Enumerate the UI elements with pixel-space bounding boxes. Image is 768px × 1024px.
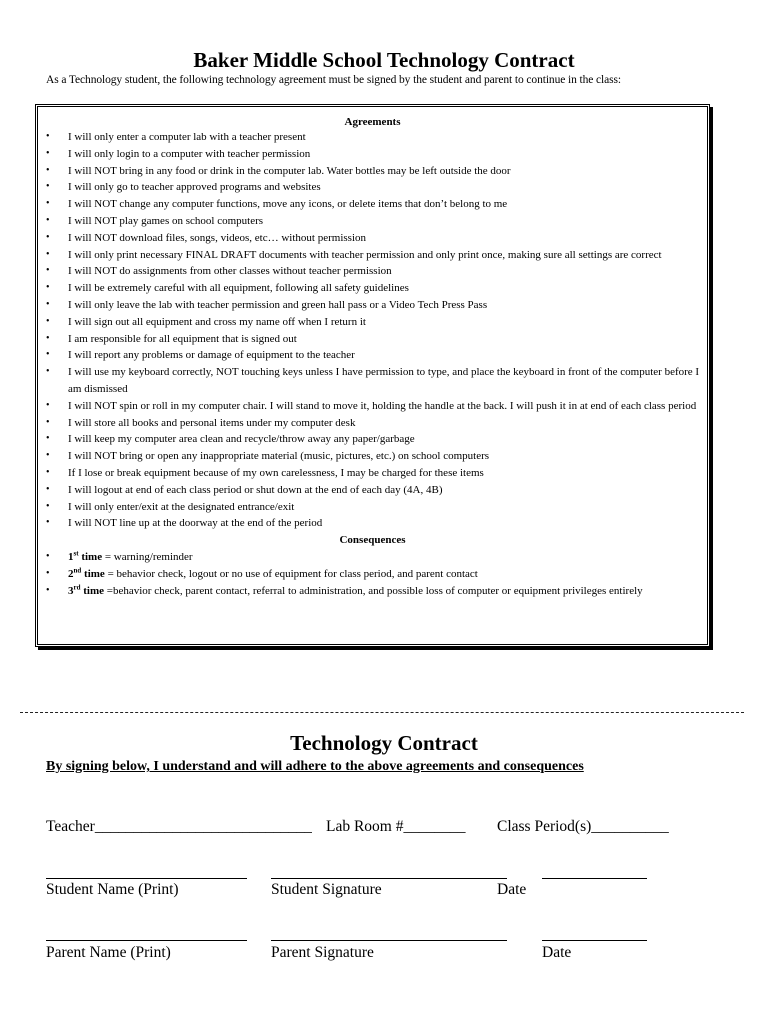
agreement-text: I will only login to a computer with teacher permission xyxy=(68,147,311,160)
agreement-item xyxy=(38,263,707,280)
agreement-text: I will NOT bring or open any inappropriate material (music, pictures, etc.) on school computers xyxy=(68,450,490,463)
agreement-item xyxy=(38,415,707,432)
agreement-text: I will NOT change any computer functions, move any icons, or delete items that don’t belong to me xyxy=(68,198,508,211)
bullet-icon: • xyxy=(46,282,50,294)
consequence-item xyxy=(38,549,707,566)
consequence-ordinal: st xyxy=(73,549,79,558)
bullet-icon: • xyxy=(46,399,50,411)
bullet-icon: • xyxy=(46,131,50,142)
bullet-icon: • xyxy=(46,433,50,445)
consequence-ordinal: nd xyxy=(73,566,82,575)
bullet-icon: • xyxy=(46,298,50,310)
consequence-label: time xyxy=(84,567,105,580)
bullet-icon: • xyxy=(46,231,50,243)
bullet-icon: • xyxy=(46,349,50,361)
agreement-item xyxy=(38,331,707,348)
agreement-text: If I lose or break equipment because of my own carelessness, I may be charged for these items xyxy=(68,466,484,479)
agreement-item xyxy=(38,398,707,415)
agreement-item xyxy=(38,213,707,230)
agreement-text: I will use my keyboard correctly, NOT touching keys unless I have permission to type, and place the keyboard in front of the computer before I am dismissed xyxy=(68,366,700,395)
student-name-label: Student Name (Print) xyxy=(46,881,179,898)
agreement-item xyxy=(38,465,707,482)
consequence-item xyxy=(38,566,707,583)
bullet-icon: • xyxy=(46,248,50,260)
agreement-item xyxy=(38,314,707,331)
bullet-icon: • xyxy=(46,181,50,193)
parent-name-line[interactable] xyxy=(46,940,247,941)
agreements-heading: Agreements xyxy=(344,116,401,128)
consequences-heading: Consequences xyxy=(339,534,406,547)
cut-line-divider xyxy=(20,712,744,713)
agreement-text: I will NOT spin or roll in my computer chair. I will stand to move it, holding the handle at the back. I will push it in at end of each class period xyxy=(68,399,697,412)
agreement-text: I will NOT line up at the doorway at the end of the period xyxy=(68,517,323,530)
consequence-number: 2 xyxy=(68,567,74,580)
agreement-item xyxy=(38,431,707,448)
agreement-text: I will be extremely careful with all equipment, following all safety guidelines xyxy=(68,282,409,295)
bullet-icon: • xyxy=(46,332,50,344)
consequence-level xyxy=(68,551,102,563)
bullet-icon: • xyxy=(46,265,50,277)
student-signature-label: Student Signature xyxy=(271,881,382,898)
agreements-list xyxy=(38,129,707,532)
student-name-line[interactable] xyxy=(46,878,247,879)
agreement-item xyxy=(38,280,707,297)
agreement-text: I will only enter/exit at the designated entrance/exit xyxy=(68,500,295,513)
consequence-text: =behavior check, parent contact, referral to administration, and possible loss of computer or equipment privileges entirely xyxy=(104,584,643,597)
agreement-text: I will NOT download files, songs, videos, etc… without permission xyxy=(68,231,366,244)
agreement-text: I will only print necessary FINAL DRAFT documents with teacher permission and only print once, making sure all settings are correct xyxy=(68,248,662,261)
consequence-level xyxy=(68,582,105,597)
bullet-icon: • xyxy=(46,315,50,327)
parent-name-label: Parent Name (Print) xyxy=(46,944,171,961)
bullet-icon: • xyxy=(46,500,50,512)
agreement-text: I will NOT bring in any food or drink in the computer lab. Water bottles may be left outside the door xyxy=(68,164,511,177)
consequence-text: = warning/reminder xyxy=(102,550,193,563)
agreement-item xyxy=(38,499,707,516)
agreement-text: I will NOT play games on school computers xyxy=(68,214,264,227)
agreement-text: I will report any problems or damage of equipment to the teacher xyxy=(68,349,355,362)
agreements-box xyxy=(35,104,710,647)
consequence-ordinal: rd xyxy=(73,582,81,591)
intro-text: As a Technology student, the following technology agreement must be signed by the student and parent to continue in the class: xyxy=(46,74,621,86)
agreement-item xyxy=(38,347,707,364)
agreement-text: I will sign out all equipment and cross my name off when I return it xyxy=(68,315,366,328)
parent-date-label: Date xyxy=(542,944,572,961)
consequences-list xyxy=(38,549,707,599)
consequence-number: 1 xyxy=(68,550,74,563)
student-date-label: Date xyxy=(497,881,527,898)
agreement-text: I will only leave the lab with teacher permission and green hall pass or a Video Tech Press Pass xyxy=(68,298,488,311)
agreement-item xyxy=(38,515,707,532)
document-title: Baker Middle School Technology Contract xyxy=(193,48,575,72)
student-signature-line[interactable] xyxy=(271,878,507,879)
parent-date-line[interactable] xyxy=(542,940,647,941)
bullet-icon: • xyxy=(46,366,50,378)
bullet-icon: • xyxy=(46,164,50,176)
agreement-item xyxy=(38,129,707,146)
consequence-item xyxy=(38,583,707,600)
agreement-text: I will only go to teacher approved programs and websites xyxy=(68,181,321,194)
agreement-text: I will store all books and personal items under my computer desk xyxy=(68,416,356,429)
agreement-text: I am responsible for all equipment that is signed out xyxy=(68,332,297,345)
parent-signature-label: Parent Signature xyxy=(271,944,374,961)
agreement-item xyxy=(38,297,707,314)
bullet-icon: • xyxy=(46,198,50,210)
agreement-item xyxy=(38,247,707,264)
agreement-item xyxy=(38,230,707,247)
agreement-text: I will only enter a computer lab with a teacher present xyxy=(68,131,306,143)
consequence-level xyxy=(68,568,105,580)
agreement-item xyxy=(38,482,707,499)
bullet-icon: • xyxy=(46,416,50,428)
agreement-item xyxy=(38,364,707,398)
consequence-text: = behavior check, logout or no use of equipment for class period, and parent contact xyxy=(104,567,478,580)
teacher-field[interactable]: Teacher____________________________ xyxy=(46,818,312,835)
consequence-label: time xyxy=(83,584,105,597)
parent-signature-line[interactable] xyxy=(271,940,507,941)
contract-subtitle: By signing below, I understand and will adhere to the above agreements and consequences xyxy=(46,759,584,774)
bullet-icon: • xyxy=(46,466,50,478)
bullet-icon: • xyxy=(46,567,50,579)
student-date-line[interactable] xyxy=(542,878,647,879)
agreement-text: I will NOT do assignments from other classes without teacher permission xyxy=(68,265,392,278)
consequence-label: time xyxy=(81,550,103,563)
bullet-icon: • xyxy=(46,147,50,159)
consequence-number: 3 xyxy=(68,584,74,597)
agreement-item xyxy=(38,163,707,180)
agreement-item xyxy=(38,146,707,163)
agreement-text: I will keep my computer area clean and recycle/throw away any paper/garbage xyxy=(68,433,415,446)
bullet-icon: • xyxy=(46,517,50,529)
bullet-icon: • xyxy=(46,450,50,462)
bullet-icon: • xyxy=(46,483,50,495)
lab-room-field[interactable]: Lab Room #________ xyxy=(326,818,466,835)
bullet-icon: • xyxy=(46,550,50,562)
agreement-text: I will logout at end of each class period or shut down at the end of each day (4A, 4B) xyxy=(68,483,443,496)
class-period-field[interactable]: Class Period(s)__________ xyxy=(497,818,669,835)
agreement-item xyxy=(38,448,707,465)
contract-title: Technology Contract xyxy=(290,731,478,755)
agreement-item xyxy=(38,179,707,196)
bullet-icon: • xyxy=(46,214,50,226)
bullet-icon: • xyxy=(46,584,50,596)
agreement-item xyxy=(38,196,707,213)
